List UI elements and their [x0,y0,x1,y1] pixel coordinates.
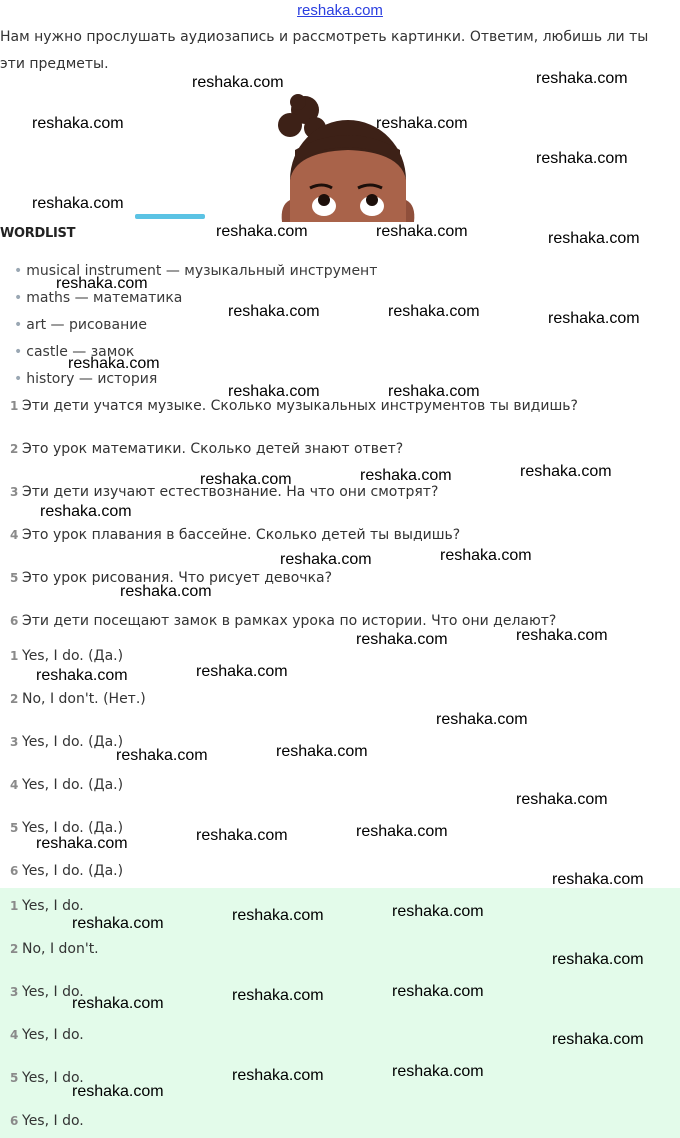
accent-bar [135,214,205,219]
watermark: reshaka.com [72,915,164,932]
answer-text: No, I don't. (Нет.) [22,691,146,707]
wordlist-item-text: castle — замок [26,344,135,360]
answer-text: Yes, I do. (Да.) [22,648,124,664]
watermark: reshaka.com [228,383,320,400]
watermark: reshaka.com [552,1031,644,1048]
answer-row [0,820,123,836]
watermark: reshaka.com [192,74,284,91]
watermark: reshaka.com [548,310,640,327]
row-number: 4 [10,528,19,542]
row-number: 1 [10,649,19,663]
watermark: reshaka.com [40,503,132,520]
wordlist-item-text: maths — математика [26,290,183,306]
bullet-icon: • [14,263,23,279]
row-number: 6 [10,1114,19,1128]
row-number: 1 [10,399,19,413]
question-row [0,441,403,457]
wordlist-item [14,371,157,387]
row-number: 5 [10,821,19,835]
watermark: reshaka.com [232,907,324,924]
row-number: 4 [10,1028,19,1042]
watermark: reshaka.com [388,303,480,320]
watermark: reshaka.com [68,355,160,372]
watermark: reshaka.com [200,471,292,488]
watermark: reshaka.com [536,150,628,167]
bullet-icon: • [14,371,23,387]
watermark: reshaka.com [536,70,628,87]
answer-row [0,648,123,664]
question-row [0,527,460,543]
answer-text: Yes, I do. (Да.) [22,863,124,879]
row-number: 4 [10,778,19,792]
answer-text: Yes, I do. (Да.) [22,734,124,750]
watermark: reshaka.com [32,195,124,212]
row-number: 5 [10,571,19,585]
answer-row [0,898,84,914]
watermark: reshaka.com [440,547,532,564]
question-text: Эти дети учатся музыке. Сколько музыкальных инструментов ты видишь? [22,398,578,414]
watermark: reshaka.com [280,551,372,568]
question-row [0,613,556,629]
row-number: 2 [10,942,19,956]
answer-text: Yes, I do. [22,1113,84,1129]
answer-text: Yes, I do. [22,984,84,1000]
watermark: reshaka.com [32,115,124,132]
watermark: reshaka.com [36,835,128,852]
wordlist-item [14,317,147,333]
watermark: reshaka.com [36,667,128,684]
answer-row [0,941,99,957]
row-number: 3 [10,735,19,749]
answer-row [0,777,123,793]
row-number: 5 [10,1071,19,1085]
watermark: reshaka.com [196,663,288,680]
intro-text: Нам нужно прослушать аудиозапись и рассмотреть картинки. Ответим, любишь ли ты эти предметы. [0,29,649,72]
wordlist-item-text: musical instrument — музыкальный инструмент [26,263,378,279]
question-text: Это урок рисования. Что рисует девочка? [22,570,333,586]
watermark: reshaka.com [376,223,468,240]
row-number: 2 [10,692,19,706]
answer-text: Yes, I do. (Да.) [22,820,124,836]
wordlist-item-text: history — история [26,371,158,387]
watermark: reshaka.com [228,303,320,320]
question-text: Эти дети изучают естествознание. На что они смотрят? [22,484,439,500]
answer-text: Yes, I do. [22,1070,84,1086]
watermark: reshaka.com [520,463,612,480]
watermark: reshaka.com [72,995,164,1012]
watermark: reshaka.com [376,115,468,132]
watermark: reshaka.com [356,823,448,840]
row-number: 1 [10,899,19,913]
question-text: Это урок плавания в бассейне. Сколько детей ты выдишь? [22,527,461,543]
answer-text: Yes, I do. [22,1027,84,1043]
watermark: reshaka.com [116,747,208,764]
question-text: Эти дети посещают замок в рамках урока по истории. Что они делают? [22,613,557,629]
girl-illustration [260,90,420,222]
watermark: reshaka.com [120,583,212,600]
row-number: 3 [10,485,19,499]
watermark: reshaka.com [56,275,148,292]
watermark: reshaka.com [392,903,484,920]
answer-row [0,1113,84,1129]
watermark: reshaka.com [516,627,608,644]
watermark: reshaka.com [392,1063,484,1080]
watermark: reshaka.com [356,631,448,648]
watermark: reshaka.com [360,467,452,484]
watermark: reshaka.com [516,791,608,808]
watermark: reshaka.com [436,711,528,728]
answer-text: Yes, I do. (Да.) [22,777,124,793]
answer-row [0,1027,84,1043]
answer-row [0,734,123,750]
watermark: reshaka.com [232,1067,324,1084]
watermark: reshaka.com [216,223,308,240]
bullet-icon: • [14,290,23,306]
watermark: reshaka.com [548,230,640,247]
watermark: reshaka.com [552,871,644,888]
answer-row [0,863,123,879]
site-link[interactable]: reshaka.com [297,2,383,19]
row-number: 6 [10,614,19,628]
row-number: 6 [10,864,19,878]
answer-row [0,691,146,707]
bullet-icon: • [14,317,23,333]
row-number: 3 [10,985,19,999]
row-number: 2 [10,442,19,456]
question-text: Это урок математики. Сколько детей знают ответ? [22,441,404,457]
answer-text: Yes, I do. [22,898,84,914]
wordlist-title: WORDLIST [0,226,76,241]
answer-text: No, I don't. [22,941,99,957]
watermark: reshaka.com [232,987,324,1004]
watermark: reshaka.com [552,951,644,968]
watermark: reshaka.com [388,383,480,400]
watermark: reshaka.com [72,1083,164,1100]
bullet-icon: • [14,344,23,360]
watermark: reshaka.com [196,827,288,844]
watermark: reshaka.com [392,983,484,1000]
wordlist-item-text: art — рисование [26,317,147,333]
watermark: reshaka.com [276,743,368,760]
